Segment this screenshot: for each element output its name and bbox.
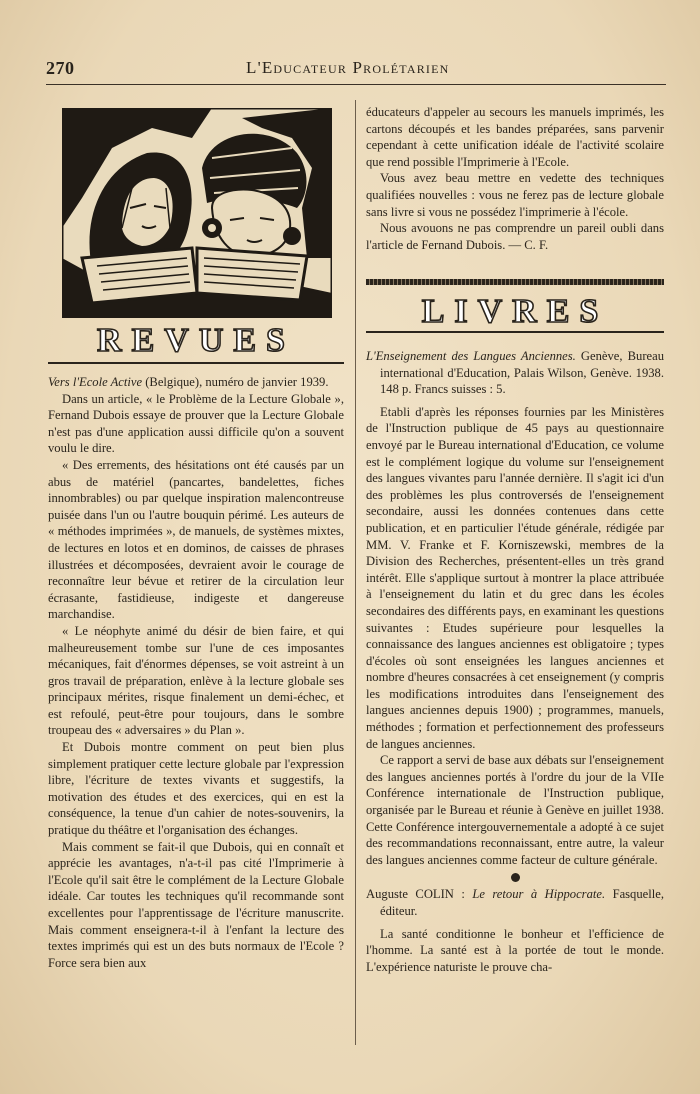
right-column-books (366, 348, 664, 975)
divider-rule (366, 331, 664, 333)
livres-heading-block (366, 279, 664, 335)
book-details: Genève, Bureau international d'Education, Palais Wilson, Genève. 1938. 148 p. Francs suisses : 5. (380, 349, 664, 397)
paragraph: éducateurs d'appeler au secours les manuels imprimés, les cartons découpés et les bandes préparées, sans parvenir cependant à cette unification idéale de l'activité scolaire que rend possible l'Imprimerie à l'Ecole. (366, 105, 664, 169)
paragraph: « Le néophyte animé du désir de bien faire, et qui malheureusement tombe sur l'une de ces imposantes mécaniques, fait d'énormes dépenses, se voit astreint à un gros travail de préparation, enlève à la lecture globale ses principaux mérites, risque finalement un demi-échec, et est refoulé, peut-être pour toujours, dans le sombre troupeau des « adversaires » du Plan ». (48, 623, 344, 738)
paragraph: Dans un article, « le Problème de la Lecture Globale », Fernand Dubois essaye de prouver que la Lecture Globale n'est pas d'une application aussi difficile qu'on a souvent voulu le dire. (48, 391, 344, 456)
column-divider (355, 100, 356, 1045)
book-citation (366, 348, 664, 398)
paragraph: La santé conditionne le bonheur et l'efficience de l'homme. La santé est à la portée de tout le monde. L'expérience naturiste le prouve cha- (366, 926, 664, 974)
paragraph: « Des errements, des hésitations ont été causés par un abus de matériel (pancartes, bandelettes, fiches innombrables) ou par quelque inspiration malencontreuse puisée dans l'un ou l'autre bouquin périmé. Les auteurs de « méthodes imprimées », de manuels, de systèmes mixtes, de lectures en lotos et en dominos, de caisses de phrases illustrées et décomposées, devraient avoir le courage de reconnaître leur bévue et retirer de la circulation leur écrasante, fastidieuse, indigeste et dangereuse marchandise. (48, 457, 344, 622)
book-title: L'Enseignement des Langues Anciennes. (366, 349, 576, 363)
journal-title: L'Educateur Prolétarien (246, 58, 450, 77)
decorative-rule (366, 279, 664, 285)
left-column (48, 374, 344, 971)
paragraph: Vous avez beau mettre en vedette des techniques qualifiées nouvelles : vous ne ferez pas de lecture globale sans livre si vous ne possédez l'imprimerie à l'école. (366, 171, 664, 219)
paragraph: Etabli d'après les réponses fournies par les Ministères de l'Instruction publique de 45 pays au questionnaire envoyé par le Bureau international d'Education, ce volume est le complément logique du volume sur l'enseignement des langues vivantes paru l'année dernière. Il s'agit ici d'un des problèmes les plus controversés de l'enseignement secondaire, aussi les données contenues dans cette publication, et en particulier l'étude générale, rédigée par MM. V. Franke et F. Korniszewski, membres de la Division des Recherches, présentent-elles un très grand intérêt. Elle s'applique surtout à montrer la place attribuée à l'enseignement du latin et du grec dans les écoles secondaires des différents pays, en examinant les questions suivantes : Etudes supérieure pour lesquelles la connaissance des langues anciennes est obligatoire ; types d'écoles où sont enseignées les langues anciennes et nombre d'heures consacrées à cet enseignement (y compris les modifications introduites dans l'enseignement des langues anciennes depuis 1900) ; programmes, manuels, méthodes ; formation et perfectionnement des professeurs de langues anciennes. (366, 404, 664, 751)
page-number: 270 (46, 58, 75, 78)
book-author: Auguste COLIN : (366, 887, 473, 902)
revue-details: (Belgique), numéro de janvier 1939. (142, 375, 329, 389)
woodcut-illustration (62, 108, 332, 318)
paragraph: Mais comment se fait-il que Dubois, qui en connaît et apprécie les avantages, n'a-t-il pas cité l'Imprimerie à l'Ecole qu'il sait être le complément de la Lecture Globale idéale. Car toutes les techniques qu'il recommande sont excellentes pour l'apprentissage de l'écriture manuscrite. Mais comment enseignera-t-il à l'enfant la lecture des textes imprimés qui est un des buts normaux de l'Ecole ? Force sera bien aux (48, 839, 344, 970)
book-citation (366, 886, 664, 919)
paragraph: Ce rapport a servi de base aux débats sur l'enseignement des langues anciennes portés à l'ordre du jour de la VIIe Conférence internationale de l'Instruction publique, organisée par le Bureau et réunie à Genève en juillet 1938. Cette Conférence intergouvernementale a adopté à ce sujet des recommandations reconnaissant, entre autre, la valeur des langues anciennes comme facteur de culture générale. (366, 753, 664, 867)
paragraph: Nous avouons ne pas comprendre un pareil oubli dans l'article de Fernand Dubois. — C. F. (366, 221, 664, 252)
revue-title: Vers l'Ecole Active (48, 375, 143, 389)
reading-figures-woodcut (62, 108, 332, 318)
section-title-revues: REVUES (48, 322, 344, 364)
book-title: Le retour à Hippocrate. (472, 887, 606, 902)
section-bullet (366, 870, 664, 884)
running-header (46, 56, 666, 85)
right-column-top (366, 104, 664, 253)
book-details: Fasquelle, éditeur. (380, 887, 664, 918)
section-title-livres: LIVRES (421, 293, 609, 330)
paragraph: Et Dubois montre comment on peut bien plus simplement pratiquer cette lecture globale par l'expression libre, l'écriture de textes vivants et suggestifs, la motivation des études et des exercices, qui en est la conséquence, la tenue d'un cahier de notes-souvenirs, la pratique du théâtre et l'organisation des échanges. (48, 740, 344, 838)
revue-citation (48, 374, 344, 391)
